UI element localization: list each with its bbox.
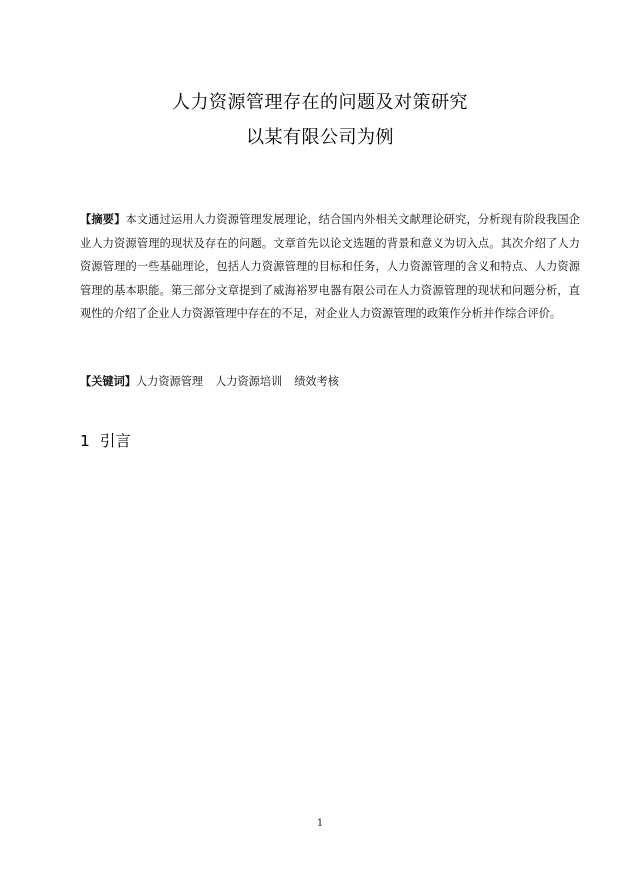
- keyword-item: 绩效考核: [294, 375, 339, 388]
- abstract-label: 【摘要】: [80, 213, 126, 226]
- keyword-item: 人力资源培训: [215, 375, 283, 388]
- keyword-item: 人力资源管理: [135, 375, 204, 388]
- abstract-text: 本文通过运用人力资源管理发展理论，结合国内外相关文献理论研究，分析现有阶段我国企业人力资源管理的现状及存在的问题。文章首先以论文选题的背景和意义为切入点。其次介绍了人力资源管理的一些基础理论，包括人力资源管理的目标和任务，人力资源管理的含义和特点、人力资源管理的基本职能。第三部分文章提到了威海裕罗电器有限公司在人力资源管理的现状和问题分析，直观性的介绍了企业人力资源管理中存在的不足，对企业人力资源管理的政策作分析并作综合评价。: [80, 213, 580, 321]
- section-title: 引言: [99, 432, 131, 450]
- page-number: 1: [316, 818, 324, 829]
- section-number: 1: [80, 432, 90, 450]
- document-subtitle: 以某有限公司为例: [246, 127, 394, 148]
- section-heading: [80, 429, 131, 451]
- abstract-paragraph: [80, 208, 580, 326]
- keywords-line: [80, 373, 580, 391]
- document-title: 人力资源管理存在的问题及对策研究: [172, 92, 468, 113]
- keywords-label: 【关键词】: [80, 375, 136, 388]
